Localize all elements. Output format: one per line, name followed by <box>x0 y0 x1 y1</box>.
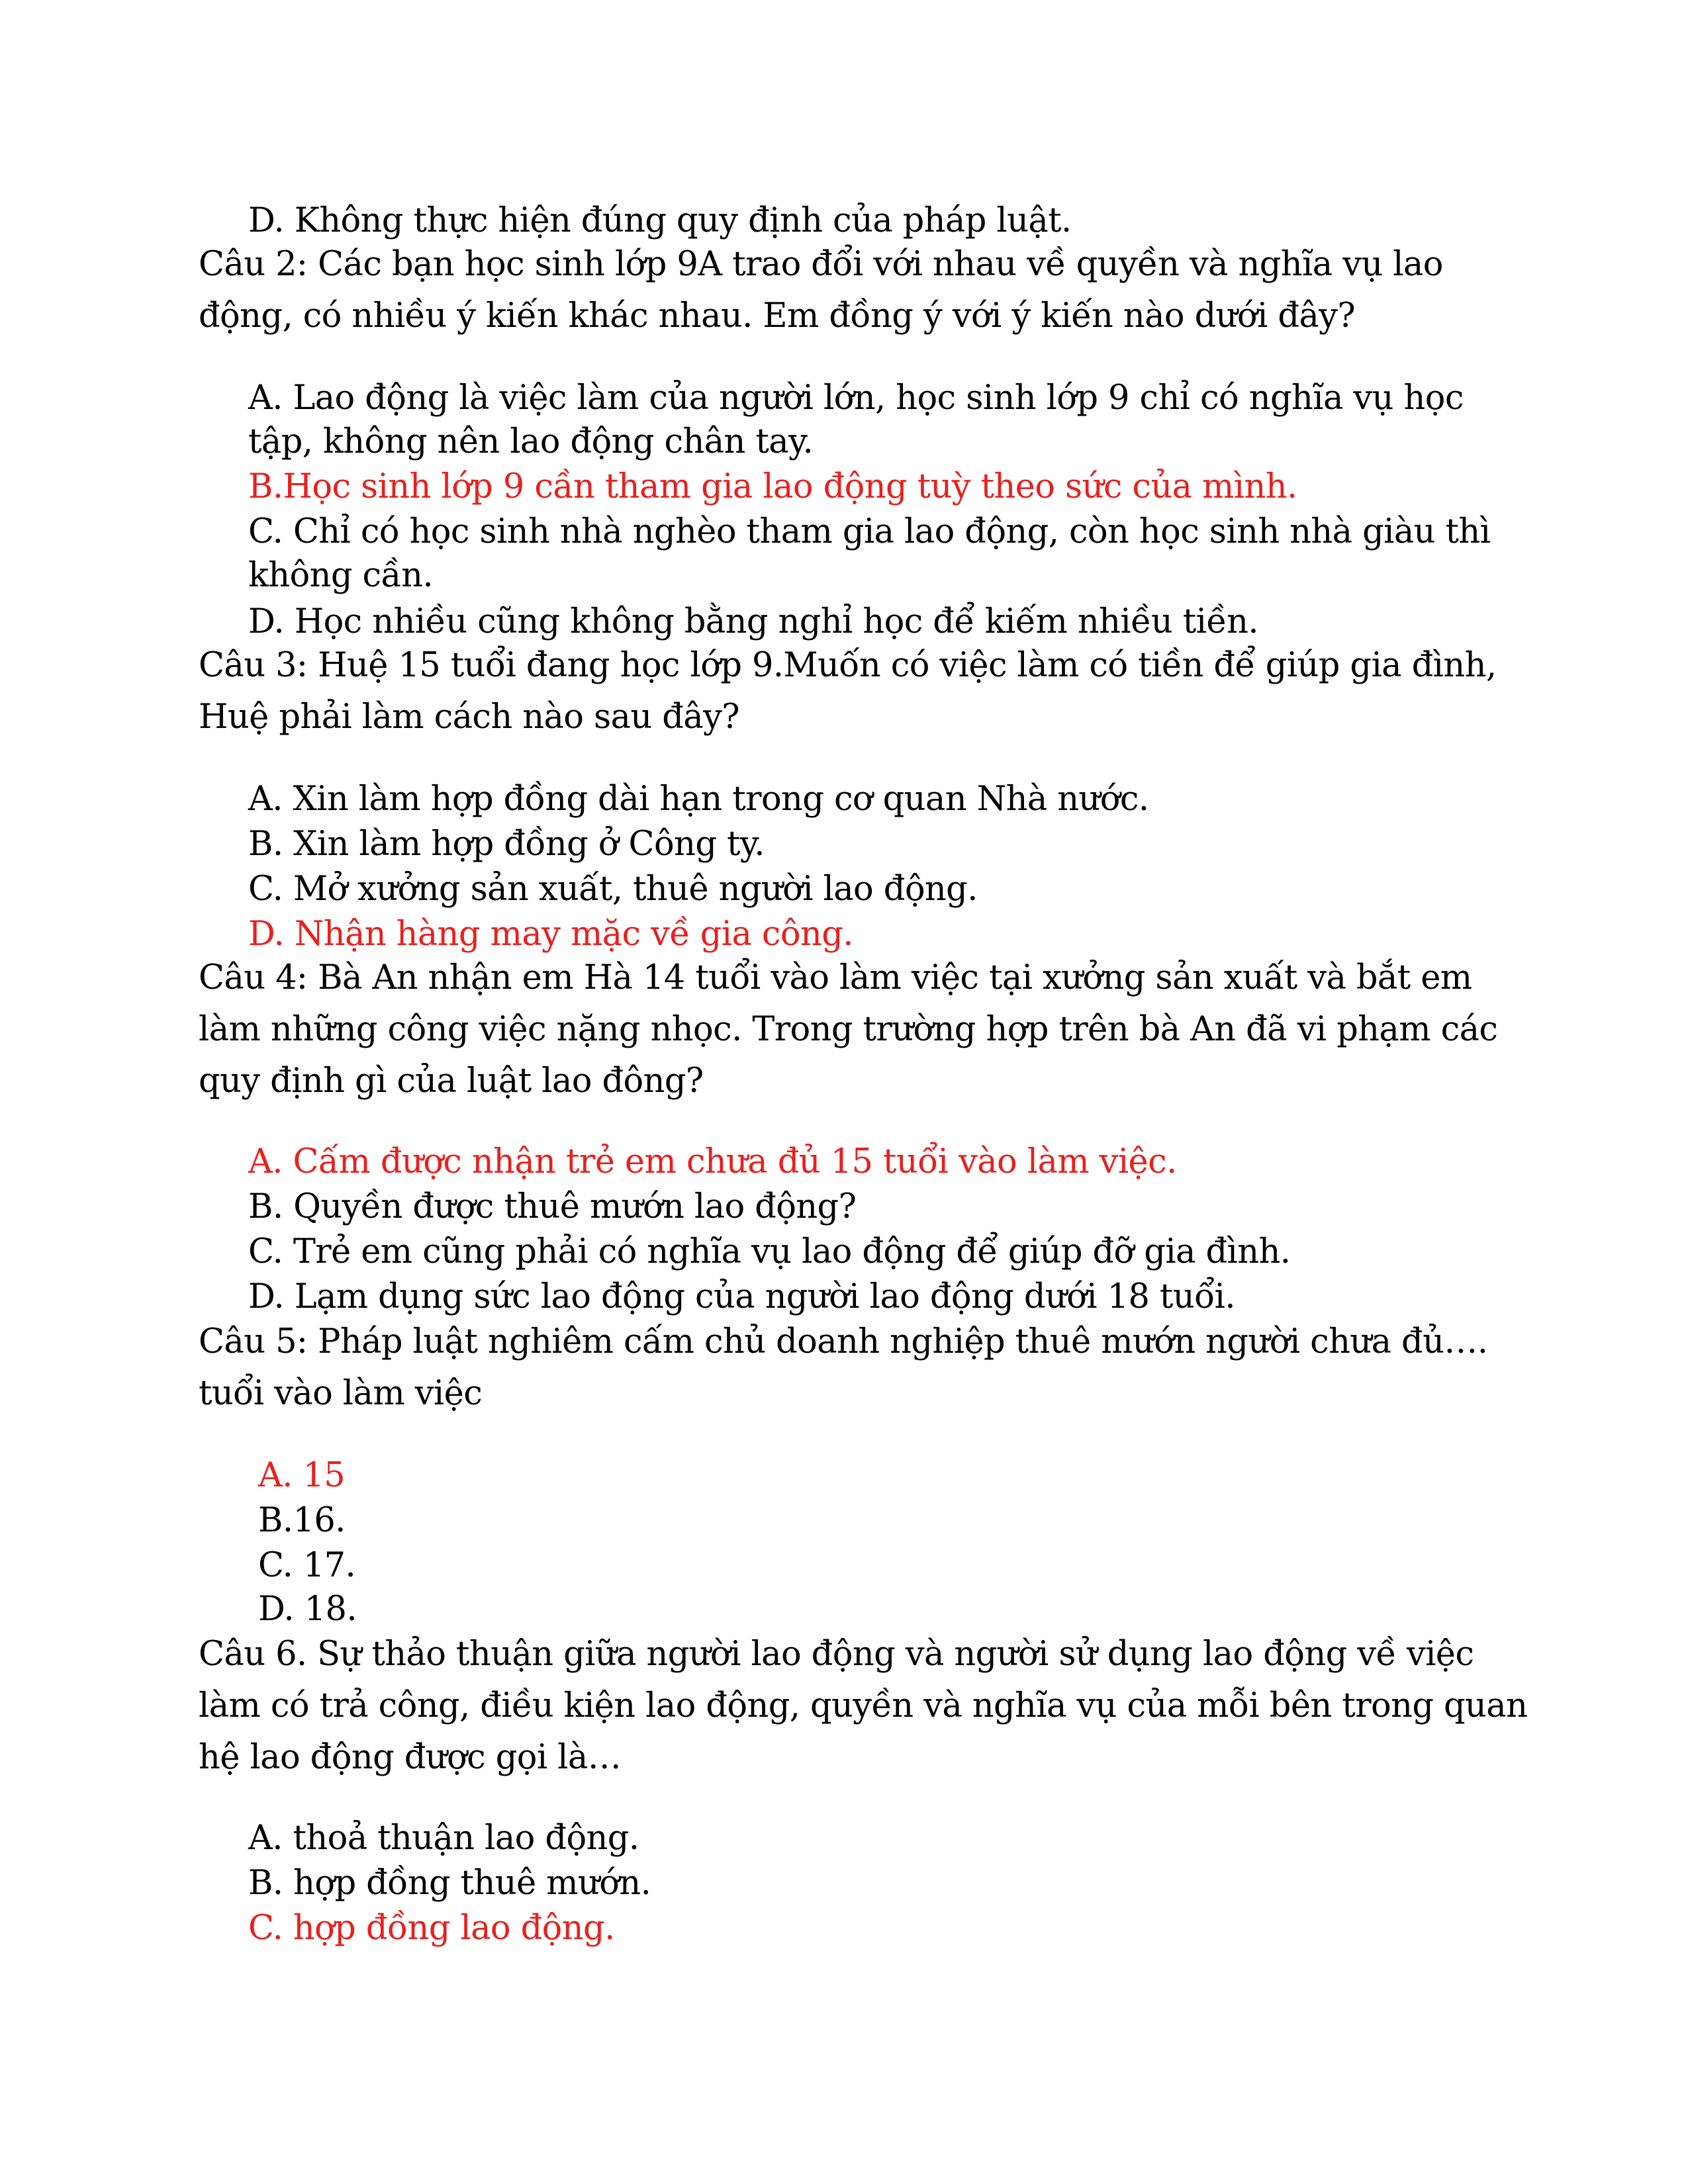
q5-stem-line-1: Câu 5: Pháp luật nghiêm cấm chủ doanh nghiệp thuê mướn người chưa đủ…. <box>199 1322 1488 1361</box>
q6-option-b: B. hợp đồng thuê mướn. <box>248 1864 651 1903</box>
q4-stem-line-2: làm những công việc nặng nhọc. Trong trường hợp trên bà An đã vi phạm các <box>199 1010 1498 1049</box>
q6-option-c-answer: C. hợp đồng lao động. <box>248 1909 615 1948</box>
q5-option-c: C. 17. <box>258 1546 356 1585</box>
q2-option-c-line-2: không cần. <box>248 556 434 595</box>
q3-option-b: B. Xin làm hợp đồng ở Công ty. <box>248 825 765 864</box>
q6-stem-line-3: hệ lao động được gọi là… <box>199 1738 622 1777</box>
q4-stem-line-1: Câu 4: Bà An nhận em Hà 14 tuổi vào làm việc tại xưởng sản xuất và bắt em <box>199 958 1472 997</box>
q5-option-b: B.16. <box>258 1501 346 1540</box>
q5-option-a-answer: A. 15 <box>258 1456 346 1495</box>
q1-option-d: D. Không thực hiện đúng quy định của pháp luật. <box>248 201 1072 240</box>
q2-option-a-line-2: tập, không nên lao động chân tay. <box>248 422 814 461</box>
q4-stem-line-3: quy định gì của luật lao đông? <box>199 1062 704 1101</box>
q4-option-b: B. Quyền được thuê mướn lao động? <box>248 1187 857 1226</box>
q6-stem-line-1: Câu 6. Sự thảo thuận giữa người lao động và người sử dụng lao động về việc <box>199 1635 1474 1674</box>
q3-stem-line-1: Câu 3: Huệ 15 tuổi đang học lớp 9.Muốn có việc làm có tiền để giúp gia đình, <box>199 646 1497 685</box>
q4-option-a-answer: A. Cấm được nhận trẻ em chưa đủ 15 tuổi vào làm việc. <box>248 1142 1177 1181</box>
q4-option-d: D. Lạm dụng sức lao động của người lao động dưới 18 tuổi. <box>248 1277 1235 1316</box>
q2-stem-line-2: động, có nhiều ý kiến khác nhau. Em đồng ý với ý kiến nào dưới đây? <box>199 296 1356 336</box>
q3-option-d-answer: D. Nhận hàng may mặc về gia công. <box>248 915 853 954</box>
q2-stem-line-1: Câu 2: Các bạn học sinh lớp 9A trao đổi với nhau về quyền và nghĩa vụ lao <box>199 245 1443 284</box>
q6-stem-line-2: làm có trả công, điều kiện lao động, quyền và nghĩa vụ của mỗi bên trong quan <box>199 1686 1528 1725</box>
q4-option-c: C. Trẻ em cũng phải có nghĩa vụ lao động để giúp đỡ gia đình. <box>248 1232 1291 1271</box>
q2-option-a-line-1: A. Lao động là việc làm của người lớn, học sinh lớp 9 chỉ có nghĩa vụ học <box>248 379 1464 418</box>
q3-option-c: C. Mở xưởng sản xuất, thuê người lao động. <box>248 870 978 909</box>
q5-stem-line-2: tuổi vào làm việc <box>199 1374 483 1413</box>
q5-option-d: D. 18. <box>258 1590 357 1629</box>
q3-stem-line-2: Huệ phải làm cách nào sau đây? <box>199 698 740 737</box>
q2-option-c-line-1: C. Chỉ có học sinh nhà nghèo tham gia lao động, còn học sinh nhà giàu thì <box>248 512 1491 551</box>
q6-option-a: A. thoả thuận lao động. <box>248 1819 639 1858</box>
q2-option-b-answer: B.Học sinh lớp 9 cần tham gia lao động tuỳ theo sức của mình. <box>248 467 1297 506</box>
q2-option-d: D. Học nhiều cũng không bằng nghỉ học để kiếm nhiều tiền. <box>248 602 1258 641</box>
q3-option-a: A. Xin làm hợp đồng dài hạn trong cơ quan Nhà nước. <box>248 780 1149 819</box>
